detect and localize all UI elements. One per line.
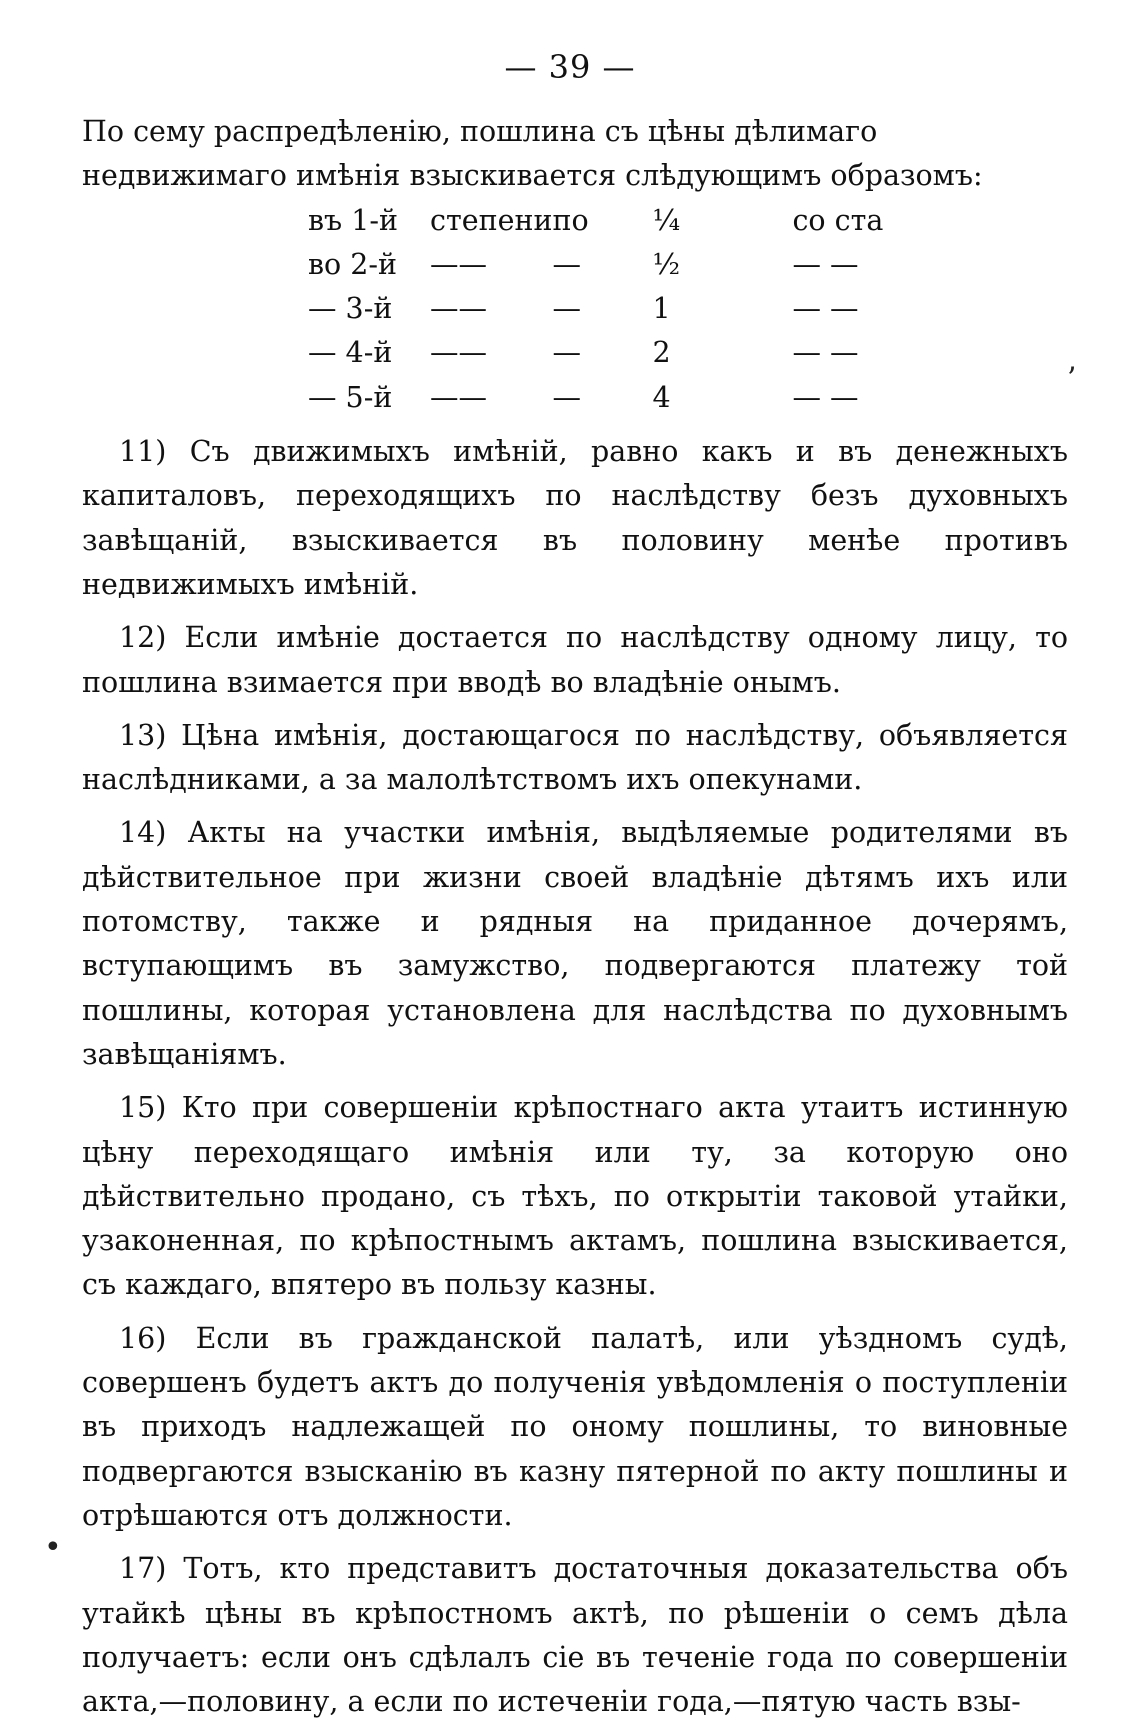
rate-row xyxy=(308,243,883,287)
page-body xyxy=(82,110,1068,1733)
rate-row xyxy=(308,376,883,420)
margin-stray-mark: ʼ xyxy=(1066,362,1076,397)
margin-stray-dot: • xyxy=(44,1530,62,1565)
intro-paragraph: По сему распредѣленію, пошлина съ цѣны дѣлимаго недвижимаго имѣнія взыскивается слѣдующимъ образомъ: xyxy=(82,115,983,193)
paragraph-12: 12) Если имѣніе достается по наслѣдству одному лицу, то пошлина взимается при вводѣ во владѣніе онымъ. xyxy=(82,621,1068,699)
paragraph-13: 13) Цѣна имѣнія, достающагося по наслѣдству, объявляется наслѣдниками, а за малолѣтствомъ ихъ опекунами. xyxy=(82,718,1068,797)
per-hundred-cell: — — xyxy=(792,336,859,370)
preposition-cell: — xyxy=(552,380,581,414)
preposition-cell: — xyxy=(552,336,581,370)
page-number: — 39 — xyxy=(504,48,636,86)
degree-word-cell: —— xyxy=(430,247,487,281)
degree-word-cell: —— xyxy=(430,380,487,414)
rate-row xyxy=(308,287,883,331)
degree-cell: — 4-й xyxy=(308,336,393,370)
rate-value-cell: 4 xyxy=(652,380,671,414)
preposition-cell: по xyxy=(552,203,589,237)
preposition-cell: — xyxy=(552,292,581,326)
degree-cell: въ 1-й xyxy=(308,203,398,237)
duty-rates-table xyxy=(308,199,883,420)
degree-cell: — 5-й xyxy=(308,380,393,414)
rate-row xyxy=(308,199,883,243)
degree-word-cell: —— xyxy=(430,336,487,370)
rate-value-cell: 2 xyxy=(652,336,671,370)
rate-row xyxy=(308,331,883,375)
per-hundred-cell: — — xyxy=(792,292,859,326)
degree-cell: во 2-й xyxy=(308,247,398,281)
degree-word-cell: степени xyxy=(430,203,553,237)
degree-cell: — 3-й xyxy=(308,292,393,326)
per-hundred-cell: со ста xyxy=(792,203,884,237)
per-hundred-cell: — — xyxy=(792,380,859,414)
per-hundred-cell: — — xyxy=(792,247,859,281)
preposition-cell: — xyxy=(552,247,581,281)
paragraph-15: 15) Кто при совершеніи крѣпостнаго акта утаитъ истинную цѣну переходящаго имѣнія или ту, за которую оно дѣйствительно продано, съ тѣхъ, по открытіи таковой утайки, узаконенная, по крѣпостнымъ актамъ, пошлина взыскивается, съ каждаго, впятеро въ пользу казны. xyxy=(82,1091,1068,1302)
rate-value-cell: ½ xyxy=(652,247,681,281)
paragraph-17: 17) Тотъ, кто представитъ достаточныя доказательства объ утайкѣ цѣны въ крѣпостномъ актѣ, по рѣшеніи о семъ дѣла получаетъ: если онъ сдѣлалъ сіе въ теченіе года по совершеніи акта,—половину, а если по истеченіи года,—пятую часть взы- xyxy=(82,1552,1068,1719)
paragraph-11: 11) Съ движимыхъ имѣній, равно какъ и въ денежныхъ капиталовъ, переходящихъ по наслѣдству безъ духовныхъ завѣщаній, взыскивается въ половину менѣе противъ недвижимыхъ имѣній. xyxy=(82,435,1068,601)
paragraph-16: 16) Если въ гражданской палатѣ, или уѣздномъ судѣ, совершенъ будетъ актъ до полученія увѣдомленія о поступленіи въ приходъ надлежащей по оному пошлины, то виновные подвергаются взысканію въ казну пятерной по акту пошлины и отрѣшаются отъ должности. xyxy=(82,1321,1068,1532)
rate-value-cell: 1 xyxy=(652,292,671,326)
degree-word-cell: —— xyxy=(430,292,487,326)
rate-value-cell: ¼ xyxy=(652,203,681,237)
paragraph-14: 14) Акты на участки имѣнія, выдѣляемые родителями въ дѣйствительное при жизни своей владѣніе дѣтямъ ихъ или потомству, также и рядныя на приданное дочерямъ, вступающимъ въ замужство, подвергаются платежу той пошлины, которая установлена для наслѣдства по духовнымъ завѣщаніямъ. xyxy=(82,816,1068,1071)
